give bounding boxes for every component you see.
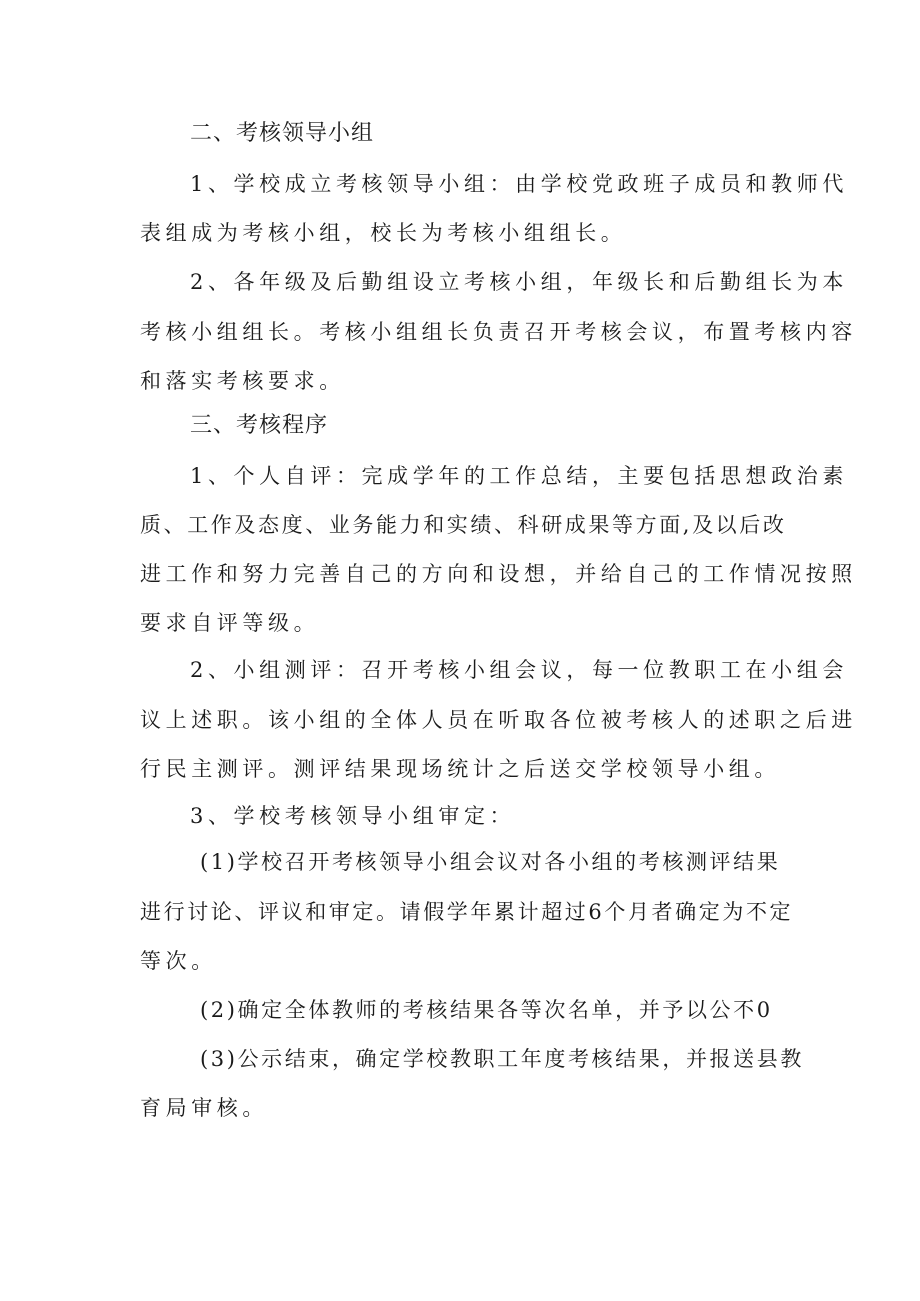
s2-item1-line2: 表组成为考核小组，校长为考核小组组长。: [140, 221, 627, 245]
s3-item1-line1: 1、个人自评：完成学年的工作总结，主要包括思想政治素: [190, 464, 848, 488]
s3-item3-sub1-line1: (1)学校召开考核领导小组会议对各小组的考核测评结果: [200, 850, 781, 874]
s3-item3-sub1-line3: 等次。: [140, 949, 217, 973]
s3-item1-line4: 要求自评等级。: [140, 611, 320, 635]
s3-item1-line3: 进工作和努力完善自己的方向和设想，并给自己的工作情况按照: [140, 562, 857, 586]
s3-item3-sub3-line2: 育局审核。: [140, 1096, 268, 1120]
s3-item3-line1: 3、学校考核领导小组审定：: [190, 804, 516, 828]
s3-item3-sub2-line1: (2)确定全体教师的考核结果各等次名单，并予以公不0: [200, 998, 773, 1022]
s3-item3-sub1-line2: 进行讨论、评议和审定。请假学年累计超过6个月者确定为不定: [140, 900, 794, 924]
s3-item1-line2: 质、工作及态度、业务能力和实绩、科研成果等方面,及以后改: [140, 513, 787, 537]
s2-item2-line2: 考核小组组长。考核小组组长负责召开考核会议，布置考核内容: [140, 320, 857, 344]
s2-item2-line3: 和落实考核要求。: [140, 369, 345, 393]
section-2-heading: 二、考核领导小组: [190, 121, 375, 146]
s2-item1-line1: 1、学校成立考核领导小组：由学校党政班子成员和教师代: [190, 172, 848, 196]
section-3-heading: 三、考核程序: [190, 413, 329, 438]
s3-item2-line1: 2、小组测评：召开考核小组会议，每一位教职工在小组会: [190, 658, 848, 682]
s3-item2-line2: 议上述职。该小组的全体人员在听取各位被考核人的述职之后进: [140, 708, 857, 732]
s3-item2-line3: 行民主测评。测评结果现场统计之后送交学校领导小组。: [140, 757, 780, 781]
s2-item2-line1: 2、各年级及后勤组设立考核小组，年级长和后勤组长为本: [190, 270, 848, 294]
s3-item3-sub3-line1: (3)公示结束，确定学校教职工年度考核结果，并报送县教: [200, 1047, 804, 1071]
